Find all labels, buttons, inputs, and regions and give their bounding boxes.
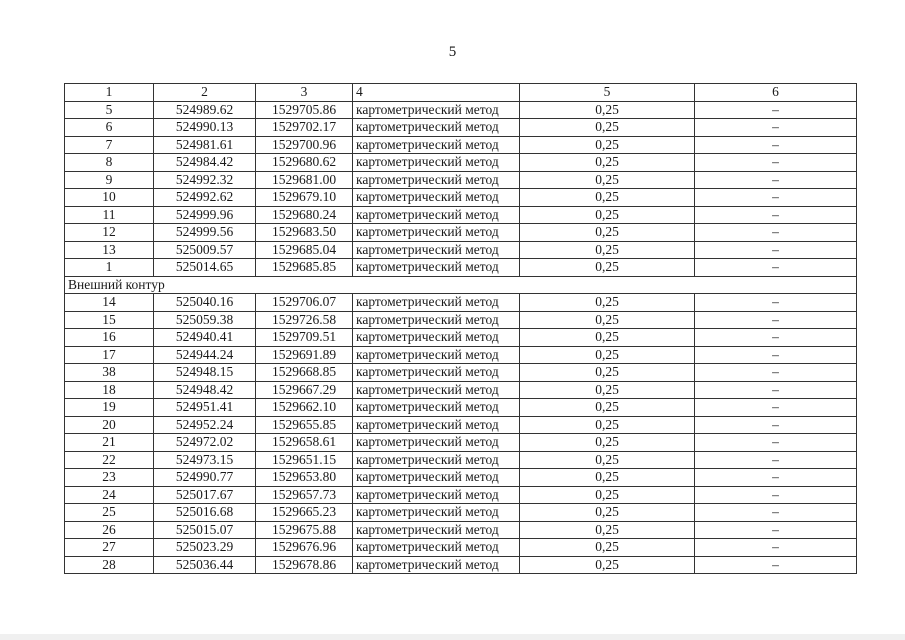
table-row <box>65 119 857 137</box>
cell-col-6: – <box>695 346 857 364</box>
cell-col-4: картометрический метод <box>353 206 520 224</box>
cell-col-2: 525040.16 <box>154 294 256 312</box>
cell-col-5: 0,25 <box>520 469 695 487</box>
cell-col-2: 525023.29 <box>154 539 256 557</box>
cell-col-3: 1529691.89 <box>256 346 353 364</box>
cell-col-4: картометрический метод <box>353 381 520 399</box>
cell-col-6: – <box>695 101 857 119</box>
cell-col-2: 525009.57 <box>154 241 256 259</box>
cell-col-2: 525014.65 <box>154 259 256 277</box>
cell-col-1: 6 <box>65 119 154 137</box>
cell-col-2: 524972.02 <box>154 434 256 452</box>
cell-col-3: 1529681.00 <box>256 171 353 189</box>
cell-col-5: 0,25 <box>520 329 695 347</box>
cell-col-4: 4 <box>353 84 520 102</box>
cell-col-6: – <box>695 206 857 224</box>
cell-col-4: картометрический метод <box>353 469 520 487</box>
table-row <box>65 346 857 364</box>
cell-col-4: картометрический метод <box>353 224 520 242</box>
table-row <box>65 416 857 434</box>
cell-col-5: 0,25 <box>520 136 695 154</box>
cell-col-1: 13 <box>65 241 154 259</box>
cell-col-2: 524948.42 <box>154 381 256 399</box>
cell-col-2: 524940.41 <box>154 329 256 347</box>
cell-col-2: 524952.24 <box>154 416 256 434</box>
table-row <box>65 154 857 172</box>
table-row <box>65 329 857 347</box>
cell-col-2: 525017.67 <box>154 486 256 504</box>
cell-col-4: картометрический метод <box>353 241 520 259</box>
table-row <box>65 451 857 469</box>
cell-col-5: 0,25 <box>520 311 695 329</box>
table-row <box>65 241 857 259</box>
cell-col-3: 1529680.24 <box>256 206 353 224</box>
cell-col-5: 0,25 <box>520 399 695 417</box>
table-row <box>65 521 857 539</box>
cell-col-1: 7 <box>65 136 154 154</box>
cell-col-4: картометрический метод <box>353 399 520 417</box>
table-row <box>65 101 857 119</box>
cell-col-5: 0,25 <box>520 119 695 137</box>
cell-col-3: 1529657.73 <box>256 486 353 504</box>
cell-col-6: – <box>695 224 857 242</box>
cell-col-4: картометрический метод <box>353 521 520 539</box>
cell-col-1: 22 <box>65 451 154 469</box>
cell-col-1: 1 <box>65 84 154 102</box>
cell-col-4: картометрический метод <box>353 556 520 574</box>
cell-col-3: 3 <box>256 84 353 102</box>
cell-col-3: 1529653.80 <box>256 469 353 487</box>
cell-col-4: картометрический метод <box>353 346 520 364</box>
cell-col-6: – <box>695 119 857 137</box>
cell-col-5: 0,25 <box>520 189 695 207</box>
cell-col-6: – <box>695 364 857 382</box>
cell-col-6: – <box>695 294 857 312</box>
cell-col-4: картометрический метод <box>353 294 520 312</box>
cell-col-6: – <box>695 504 857 522</box>
cell-col-5: 5 <box>520 84 695 102</box>
cell-col-2: 524948.15 <box>154 364 256 382</box>
cell-col-6: 6 <box>695 84 857 102</box>
cell-col-5: 0,25 <box>520 224 695 242</box>
cell-col-6: – <box>695 539 857 557</box>
cell-col-5: 0,25 <box>520 241 695 259</box>
cell-col-2: 524992.32 <box>154 171 256 189</box>
cell-col-4: картометрический метод <box>353 416 520 434</box>
cell-col-3: 1529658.61 <box>256 434 353 452</box>
cell-col-3: 1529675.88 <box>256 521 353 539</box>
cell-col-3: 1529683.50 <box>256 224 353 242</box>
table-row <box>65 259 857 277</box>
cell-col-1: 17 <box>65 346 154 364</box>
cell-col-3: 1529706.07 <box>256 294 353 312</box>
cell-col-5: 0,25 <box>520 451 695 469</box>
cell-col-2: 2 <box>154 84 256 102</box>
cell-col-5: 0,25 <box>520 206 695 224</box>
cell-col-4: картометрический метод <box>353 171 520 189</box>
cell-col-4: картометрический метод <box>353 136 520 154</box>
cell-col-1: 18 <box>65 381 154 399</box>
cell-col-4: картометрический метод <box>353 259 520 277</box>
cell-col-3: 1529680.62 <box>256 154 353 172</box>
cell-col-6: – <box>695 241 857 259</box>
table-row <box>65 486 857 504</box>
cell-col-4: картометрический метод <box>353 189 520 207</box>
table-row <box>65 136 857 154</box>
cell-col-1: 20 <box>65 416 154 434</box>
cell-col-5: 0,25 <box>520 154 695 172</box>
cell-col-4: картометрический метод <box>353 329 520 347</box>
cell-col-3: 1529676.96 <box>256 539 353 557</box>
cell-col-6: – <box>695 556 857 574</box>
table-row <box>65 206 857 224</box>
cell-col-6: – <box>695 434 857 452</box>
cell-col-6: – <box>695 451 857 469</box>
table-row <box>65 556 857 574</box>
table-row <box>65 539 857 557</box>
table-row <box>65 469 857 487</box>
cell-col-6: – <box>695 469 857 487</box>
cell-col-5: 0,25 <box>520 416 695 434</box>
cell-col-5: 0,25 <box>520 521 695 539</box>
cell-col-4: картометрический метод <box>353 451 520 469</box>
table-header-row <box>65 84 857 102</box>
cell-col-5: 0,25 <box>520 364 695 382</box>
table-row <box>65 189 857 207</box>
cell-col-1: 16 <box>65 329 154 347</box>
cell-col-1: 1 <box>65 259 154 277</box>
cell-col-5: 0,25 <box>520 539 695 557</box>
cell-col-4: картометрический метод <box>353 539 520 557</box>
cell-col-6: – <box>695 381 857 399</box>
cell-col-1: 27 <box>65 539 154 557</box>
cell-col-1: 9 <box>65 171 154 189</box>
cell-col-1: 5 <box>65 101 154 119</box>
table-row <box>65 294 857 312</box>
cell-col-2: 524990.77 <box>154 469 256 487</box>
section-row <box>65 276 857 294</box>
cell-col-4: картометрический метод <box>353 434 520 452</box>
cell-col-5: 0,25 <box>520 381 695 399</box>
table-row <box>65 224 857 242</box>
cell-col-3: 1529668.85 <box>256 364 353 382</box>
table-row <box>65 381 857 399</box>
cell-col-1: 21 <box>65 434 154 452</box>
cell-col-1: 11 <box>65 206 154 224</box>
cell-col-1: 14 <box>65 294 154 312</box>
cell-col-1: 25 <box>65 504 154 522</box>
page-number: 5 <box>448 44 457 60</box>
cell-col-6: – <box>695 189 857 207</box>
cell-col-5: 0,25 <box>520 294 695 312</box>
cell-col-3: 1529709.51 <box>256 329 353 347</box>
cell-col-2: 525016.68 <box>154 504 256 522</box>
coordinates-table <box>64 83 857 574</box>
cell-col-2: 525036.44 <box>154 556 256 574</box>
cell-col-1: 28 <box>65 556 154 574</box>
cell-col-2: 524999.56 <box>154 224 256 242</box>
cell-col-4: картометрический метод <box>353 101 520 119</box>
cell-col-4: картометрический метод <box>353 154 520 172</box>
table-row <box>65 399 857 417</box>
cell-col-3: 1529705.86 <box>256 101 353 119</box>
cell-col-5: 0,25 <box>520 556 695 574</box>
cell-col-3: 1529662.10 <box>256 399 353 417</box>
cell-col-4: картометрический метод <box>353 504 520 522</box>
cell-col-4: картометрический метод <box>353 364 520 382</box>
table-row <box>65 311 857 329</box>
cell-col-3: 1529651.15 <box>256 451 353 469</box>
cell-col-1: 38 <box>65 364 154 382</box>
cell-col-5: 0,25 <box>520 101 695 119</box>
cell-col-1: 10 <box>65 189 154 207</box>
cell-col-4: картометрический метод <box>353 119 520 137</box>
cell-col-5: 0,25 <box>520 171 695 189</box>
table-row <box>65 364 857 382</box>
cell-col-6: – <box>695 416 857 434</box>
cell-col-5: 0,25 <box>520 346 695 364</box>
cell-col-6: – <box>695 154 857 172</box>
cell-col-1: 12 <box>65 224 154 242</box>
cell-col-6: – <box>695 259 857 277</box>
cell-col-2: 524951.41 <box>154 399 256 417</box>
cell-col-4: картометрический метод <box>353 311 520 329</box>
cell-col-5: 0,25 <box>520 259 695 277</box>
cell-col-2: 524984.42 <box>154 154 256 172</box>
cell-col-3: 1529667.29 <box>256 381 353 399</box>
cell-col-2: 524992.62 <box>154 189 256 207</box>
cell-col-1: 26 <box>65 521 154 539</box>
cell-col-2: 524999.96 <box>154 206 256 224</box>
cell-col-3: 1529700.96 <box>256 136 353 154</box>
cell-col-2: 525015.07 <box>154 521 256 539</box>
cell-col-2: 524989.62 <box>154 101 256 119</box>
table-row <box>65 434 857 452</box>
cell-col-5: 0,25 <box>520 504 695 522</box>
table-row <box>65 504 857 522</box>
cell-col-2: 524981.61 <box>154 136 256 154</box>
cell-col-5: 0,25 <box>520 434 695 452</box>
cell-col-3: 1529702.17 <box>256 119 353 137</box>
cell-col-6: – <box>695 486 857 504</box>
cell-col-1: 19 <box>65 399 154 417</box>
cell-col-3: 1529679.10 <box>256 189 353 207</box>
section-label: Внешний контур <box>65 276 857 294</box>
cell-col-3: 1529678.86 <box>256 556 353 574</box>
cell-col-3: 1529685.85 <box>256 259 353 277</box>
cell-col-6: – <box>695 521 857 539</box>
cell-col-6: – <box>695 329 857 347</box>
cell-col-1: 8 <box>65 154 154 172</box>
cell-col-2: 525059.38 <box>154 311 256 329</box>
cell-col-2: 524973.15 <box>154 451 256 469</box>
table-row <box>65 171 857 189</box>
page-bottom-edge <box>0 634 905 640</box>
cell-col-6: – <box>695 136 857 154</box>
cell-col-3: 1529726.58 <box>256 311 353 329</box>
cell-col-6: – <box>695 311 857 329</box>
cell-col-2: 524944.24 <box>154 346 256 364</box>
cell-col-6: – <box>695 399 857 417</box>
cell-col-1: 24 <box>65 486 154 504</box>
cell-col-4: картометрический метод <box>353 486 520 504</box>
cell-col-1: 23 <box>65 469 154 487</box>
cell-col-2: 524990.13 <box>154 119 256 137</box>
cell-col-3: 1529655.85 <box>256 416 353 434</box>
cell-col-3: 1529685.04 <box>256 241 353 259</box>
cell-col-6: – <box>695 171 857 189</box>
cell-col-3: 1529665.23 <box>256 504 353 522</box>
cell-col-5: 0,25 <box>520 486 695 504</box>
cell-col-1: 15 <box>65 311 154 329</box>
